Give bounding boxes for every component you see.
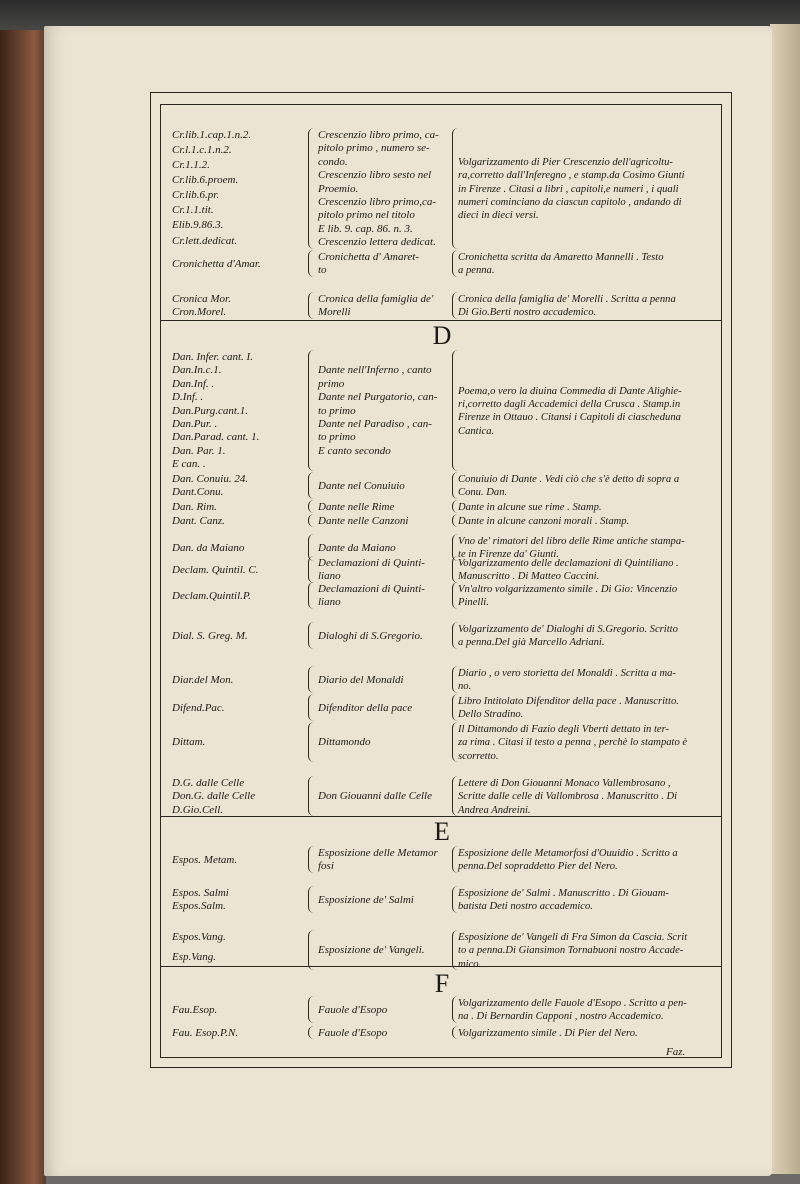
abbreviation: Cr.lib.6.proem. [172, 174, 239, 187]
full-title: Fauole d'Esopo [318, 1027, 388, 1039]
description-line: Pinelli. [458, 597, 489, 609]
description-line: Libro Intitolato Difenditor della pace . Manuscritto. [458, 696, 679, 707]
full-title: condo. [318, 155, 348, 168]
description-line: Volgarizzamento di Pier Crescenzio dell'agricoltu- [458, 156, 673, 168]
description-line: za rima . Citasi il testo a penna , perchè lo stampato è [458, 737, 688, 749]
abbreviation: Dan.Pur. . [172, 418, 218, 430]
section-letter-e: E [434, 817, 450, 846]
full-title: Fauole d'Esopo [318, 1003, 388, 1016]
abbreviation: D.G. dalle Celle [172, 777, 245, 789]
full-title: to primo [318, 404, 356, 417]
brace-left [308, 514, 315, 527]
description-line: Dello Stradino. [458, 709, 524, 721]
abbreviation: Dial. S. Greg. M. [172, 629, 248, 642]
full-title: Crescenzio lettera dedicat. [318, 236, 436, 249]
full-title: primo [318, 377, 345, 390]
abbreviation: D.Inf. . [172, 391, 204, 404]
abbreviation: Dan.Inf. . [172, 377, 215, 390]
description-line: no. [458, 681, 472, 693]
full-title: pitolo primo , numero se- [318, 142, 430, 155]
description-line: to a penna.Di Giansimon Tornabuoni nostro Accade- [458, 945, 684, 957]
description-line: Manuscritto . Di Matteo Caccini. [458, 571, 600, 583]
abbreviation: E can. . [172, 458, 206, 471]
abbreviation: Cr.lib.1.cap.1.n.2. [172, 129, 252, 141]
full-title: Esposizione de' Salmi [318, 893, 414, 906]
book-binding-spine [0, 30, 46, 1184]
description-line: Vn'altro volgarizzamento simile . Di Gio: Vincenzio [458, 584, 678, 595]
abbreviation: Dan.Parad. cant. 1. [172, 431, 260, 444]
description-line: Conu. Dan. [458, 487, 508, 499]
full-title: fosi [318, 860, 334, 873]
full-title: Declamazioni di Quinti- [318, 557, 425, 569]
abbreviation: Dant.Conu. [172, 486, 224, 499]
catchword: Faz. [666, 1046, 686, 1058]
brace-left [308, 886, 315, 913]
abbreviation: Difend.Pac. [172, 701, 225, 714]
description-line: penna.Del sopraddetto Pier del Nero. [458, 861, 618, 873]
abbreviation: Espos.Vang. [172, 931, 226, 943]
abbreviation: Espos.Salm. [172, 900, 226, 913]
full-title: to [318, 264, 327, 277]
brace-left [308, 722, 315, 762]
abbreviation: Espos. Salmi [172, 887, 229, 899]
description-line: ri,corretto dagli Accademici della Crusca . Stamp.in [458, 398, 681, 410]
description-line: Vno de' rimatori del libro delle Rime antiche stampa- [458, 536, 685, 547]
full-title: liano [318, 570, 341, 583]
full-title: Crescenzio libro sesto nel [318, 169, 432, 182]
description-line: Volgarizzamento de' Dialoghi di S.Gregorio. Scritto [458, 624, 678, 635]
description-line: Scritte dalle celle di Vallombrosa . Manuscritto . Di [458, 791, 678, 803]
full-title: Diario del Monaldi [318, 673, 404, 686]
abbreviation: Dan.Purg.cant.1. [172, 404, 248, 417]
full-title: Esposizione delle Metamor [318, 847, 438, 859]
section-rule [161, 966, 721, 967]
section-letter-d: D [432, 321, 452, 350]
abbreviation: Cr.lett.dedicat. [172, 234, 238, 247]
full-title: Don Giouanni dalle Celle [318, 790, 432, 803]
full-title: Dante da Maiano [318, 541, 396, 554]
description-line: na . Di Bernardin Capponi , nostro Accademico. [458, 1011, 664, 1023]
abbreviation: Dittam. [172, 736, 206, 749]
brace-left [308, 250, 315, 277]
section-letter-f: F [434, 969, 450, 998]
description-line: Di Gio.Berti nostro accademico. [458, 307, 597, 319]
brace-left [308, 500, 315, 513]
description-line: scorretto. [458, 750, 499, 762]
description-line: ra,corretto dall'Inferegno , e stamp.da Cosimo Giunti [458, 170, 685, 182]
description-line: Andrea Andreini. [458, 804, 531, 816]
description-line: Dante in alcune canzoni morali . Stamp. [458, 516, 630, 527]
full-title: Dante nelle Rime [318, 501, 395, 513]
page-border-inner [160, 104, 722, 1058]
description-line: a penna.Del già Marcello Adriani. [458, 637, 605, 649]
full-title: E canto secondo [318, 444, 391, 457]
full-title: E lib. 9. cap. 86. n. 3. [318, 222, 413, 235]
brace-left [308, 582, 315, 609]
description-line: Volgarizzamento delle declamazioni di Quintiliano . [458, 558, 679, 569]
abbreviation: Don.G. dalle Celle [172, 790, 256, 803]
description-line: Esposizione de' Vangeli di Fra Simon da Cascia. Scrit [458, 932, 688, 943]
full-title: to primo [318, 431, 356, 444]
description-line: Esposizione delle Metamorfosi d'Ouuidio . Scritto a [458, 848, 678, 859]
description-line: Esposizione de' Salmi . Manuscritto . Di Giouam- [458, 888, 669, 899]
description-line: Cronica della famiglia de' Morelli . Scritta a penna [458, 294, 676, 305]
description-line: numeri cominciano da ciascun capitolo , andando di [458, 197, 682, 208]
full-title: Proemio. [318, 182, 359, 195]
abbreviation: Cr.l.1.c.1.n.2. [172, 144, 232, 157]
full-title: Difenditor della pace [318, 701, 413, 714]
brace-left [308, 996, 315, 1023]
abbreviation: Espos. Metam. [172, 853, 238, 866]
abbreviation: Cronica Mor. [172, 293, 231, 305]
abbreviation: Cr.1.1.tit. [172, 204, 214, 217]
page-edge [770, 24, 800, 1174]
brace-left [308, 694, 315, 721]
description-line: Cronichetta scritta da Amaretto Mannelli . Testo [458, 252, 664, 263]
abbreviation: Dan. da Maiano [172, 541, 245, 554]
brace-left [308, 556, 315, 583]
description-line: Poema,o vero la diuina Commedia di Dante Alighie- [458, 385, 682, 397]
description-line: Il Dittamondo di Fazio degli Vberti dettato in ter- [458, 724, 670, 735]
abbreviation: Cron.Morel. [172, 306, 227, 319]
description-line: Conuiuio di Dante . Vedi ciò che s'è detto di sopra a [458, 474, 680, 485]
abbreviation: Dan. Rim. [172, 501, 217, 513]
full-title: Dante nel Purgatorio, can- [318, 391, 438, 404]
brace-left [308, 622, 315, 649]
abbreviation: Declam.Quintil.P. [172, 589, 251, 602]
description-line: Dante in alcune sue rime . Stamp. [458, 502, 602, 513]
full-title: Morelli [318, 306, 351, 319]
description-line: Cantica. [458, 425, 495, 437]
full-title: Crescenzio libro primo, ca- [318, 129, 439, 141]
abbreviation: Cronichetta d'Amar. [172, 257, 261, 270]
abbreviation: Esp.Vang. [172, 951, 216, 964]
full-title: Declamazioni di Quinti- [318, 583, 425, 595]
full-title: Dittamondo [318, 736, 371, 749]
description-line: dieci in dieci versi. [458, 210, 539, 222]
full-title: Crescenzio libro primo,ca- [318, 196, 437, 208]
full-title: Esposizione de' Vangeli. [318, 944, 425, 957]
abbreviation: Dant. Canz. [172, 515, 225, 527]
abbreviation: Cr.1.1.2. [172, 159, 210, 172]
full-title: Cronichetta d' Amaret- [318, 251, 419, 263]
full-title: Dante nel Conuiuio [318, 479, 405, 492]
full-title: Dante nell'Inferno , canto [318, 364, 432, 377]
abbreviation: Dan. Par. 1. [172, 444, 226, 457]
abbreviation: Dan. Conuiu. 24. [172, 473, 249, 485]
full-title: Dante nel Paradiso , can- [318, 418, 432, 430]
full-title: Cronica della famiglia de' [318, 293, 434, 305]
description-line: Volgarizzamento delle Fauole d'Esopo . Scritto a pen- [458, 998, 687, 1009]
description-line: Diario , o vero storietta del Monaldi . Scritta a ma- [458, 668, 676, 679]
brace-left [308, 350, 315, 471]
brace-left [308, 292, 315, 319]
description-line: a penna. [458, 265, 495, 277]
description-line: te in Firenze da' Giunti. [458, 549, 560, 561]
brace-left [308, 846, 315, 873]
brace-left [308, 1026, 315, 1039]
abbreviation: Diar.del Mon. [172, 673, 234, 686]
description-line: Lettere di Don Giouanni Monaco Vallembrosano , [458, 778, 671, 789]
description-line: Volgarizzamento simile . Di Pier del Nero. [458, 1028, 638, 1039]
full-title: liano [318, 596, 341, 609]
abbreviation: Declam. Quintil. C. [172, 563, 259, 576]
brace-left [308, 128, 315, 249]
description-line: in Firenze . Citasi a libri , capitoli,e numeri , i quali [458, 183, 679, 195]
full-title: Dialoghi di S.Gregorio. [318, 629, 423, 642]
abbreviation: D.Gio.Cell. [172, 803, 224, 816]
brace-left [308, 930, 315, 970]
brace-left [308, 666, 315, 693]
abbreviation: Dan. Infer. cant. I. [172, 351, 253, 363]
description-line: batista Deti nostro accademico. [458, 901, 593, 913]
description-line: mico. [458, 958, 482, 970]
abbreviation: Fau. Esop.P.N. [172, 1027, 239, 1039]
abbreviation: Cr.lib.6.pr. [172, 189, 220, 202]
abbreviation: Elib.9.86.3. [172, 219, 224, 232]
full-title: pitolo primo nel titolo [318, 209, 415, 222]
description-line: Firenze in Ottauo . Citansi i Capitoli di ciascheduna [458, 412, 681, 424]
brace-left [308, 776, 315, 816]
abbreviation: Dan.In.c.1. [172, 364, 222, 377]
abbreviation: Fau.Esop. [172, 1003, 218, 1016]
brace-left [308, 472, 315, 499]
full-title: Dante nelle Canzoni [318, 515, 409, 527]
